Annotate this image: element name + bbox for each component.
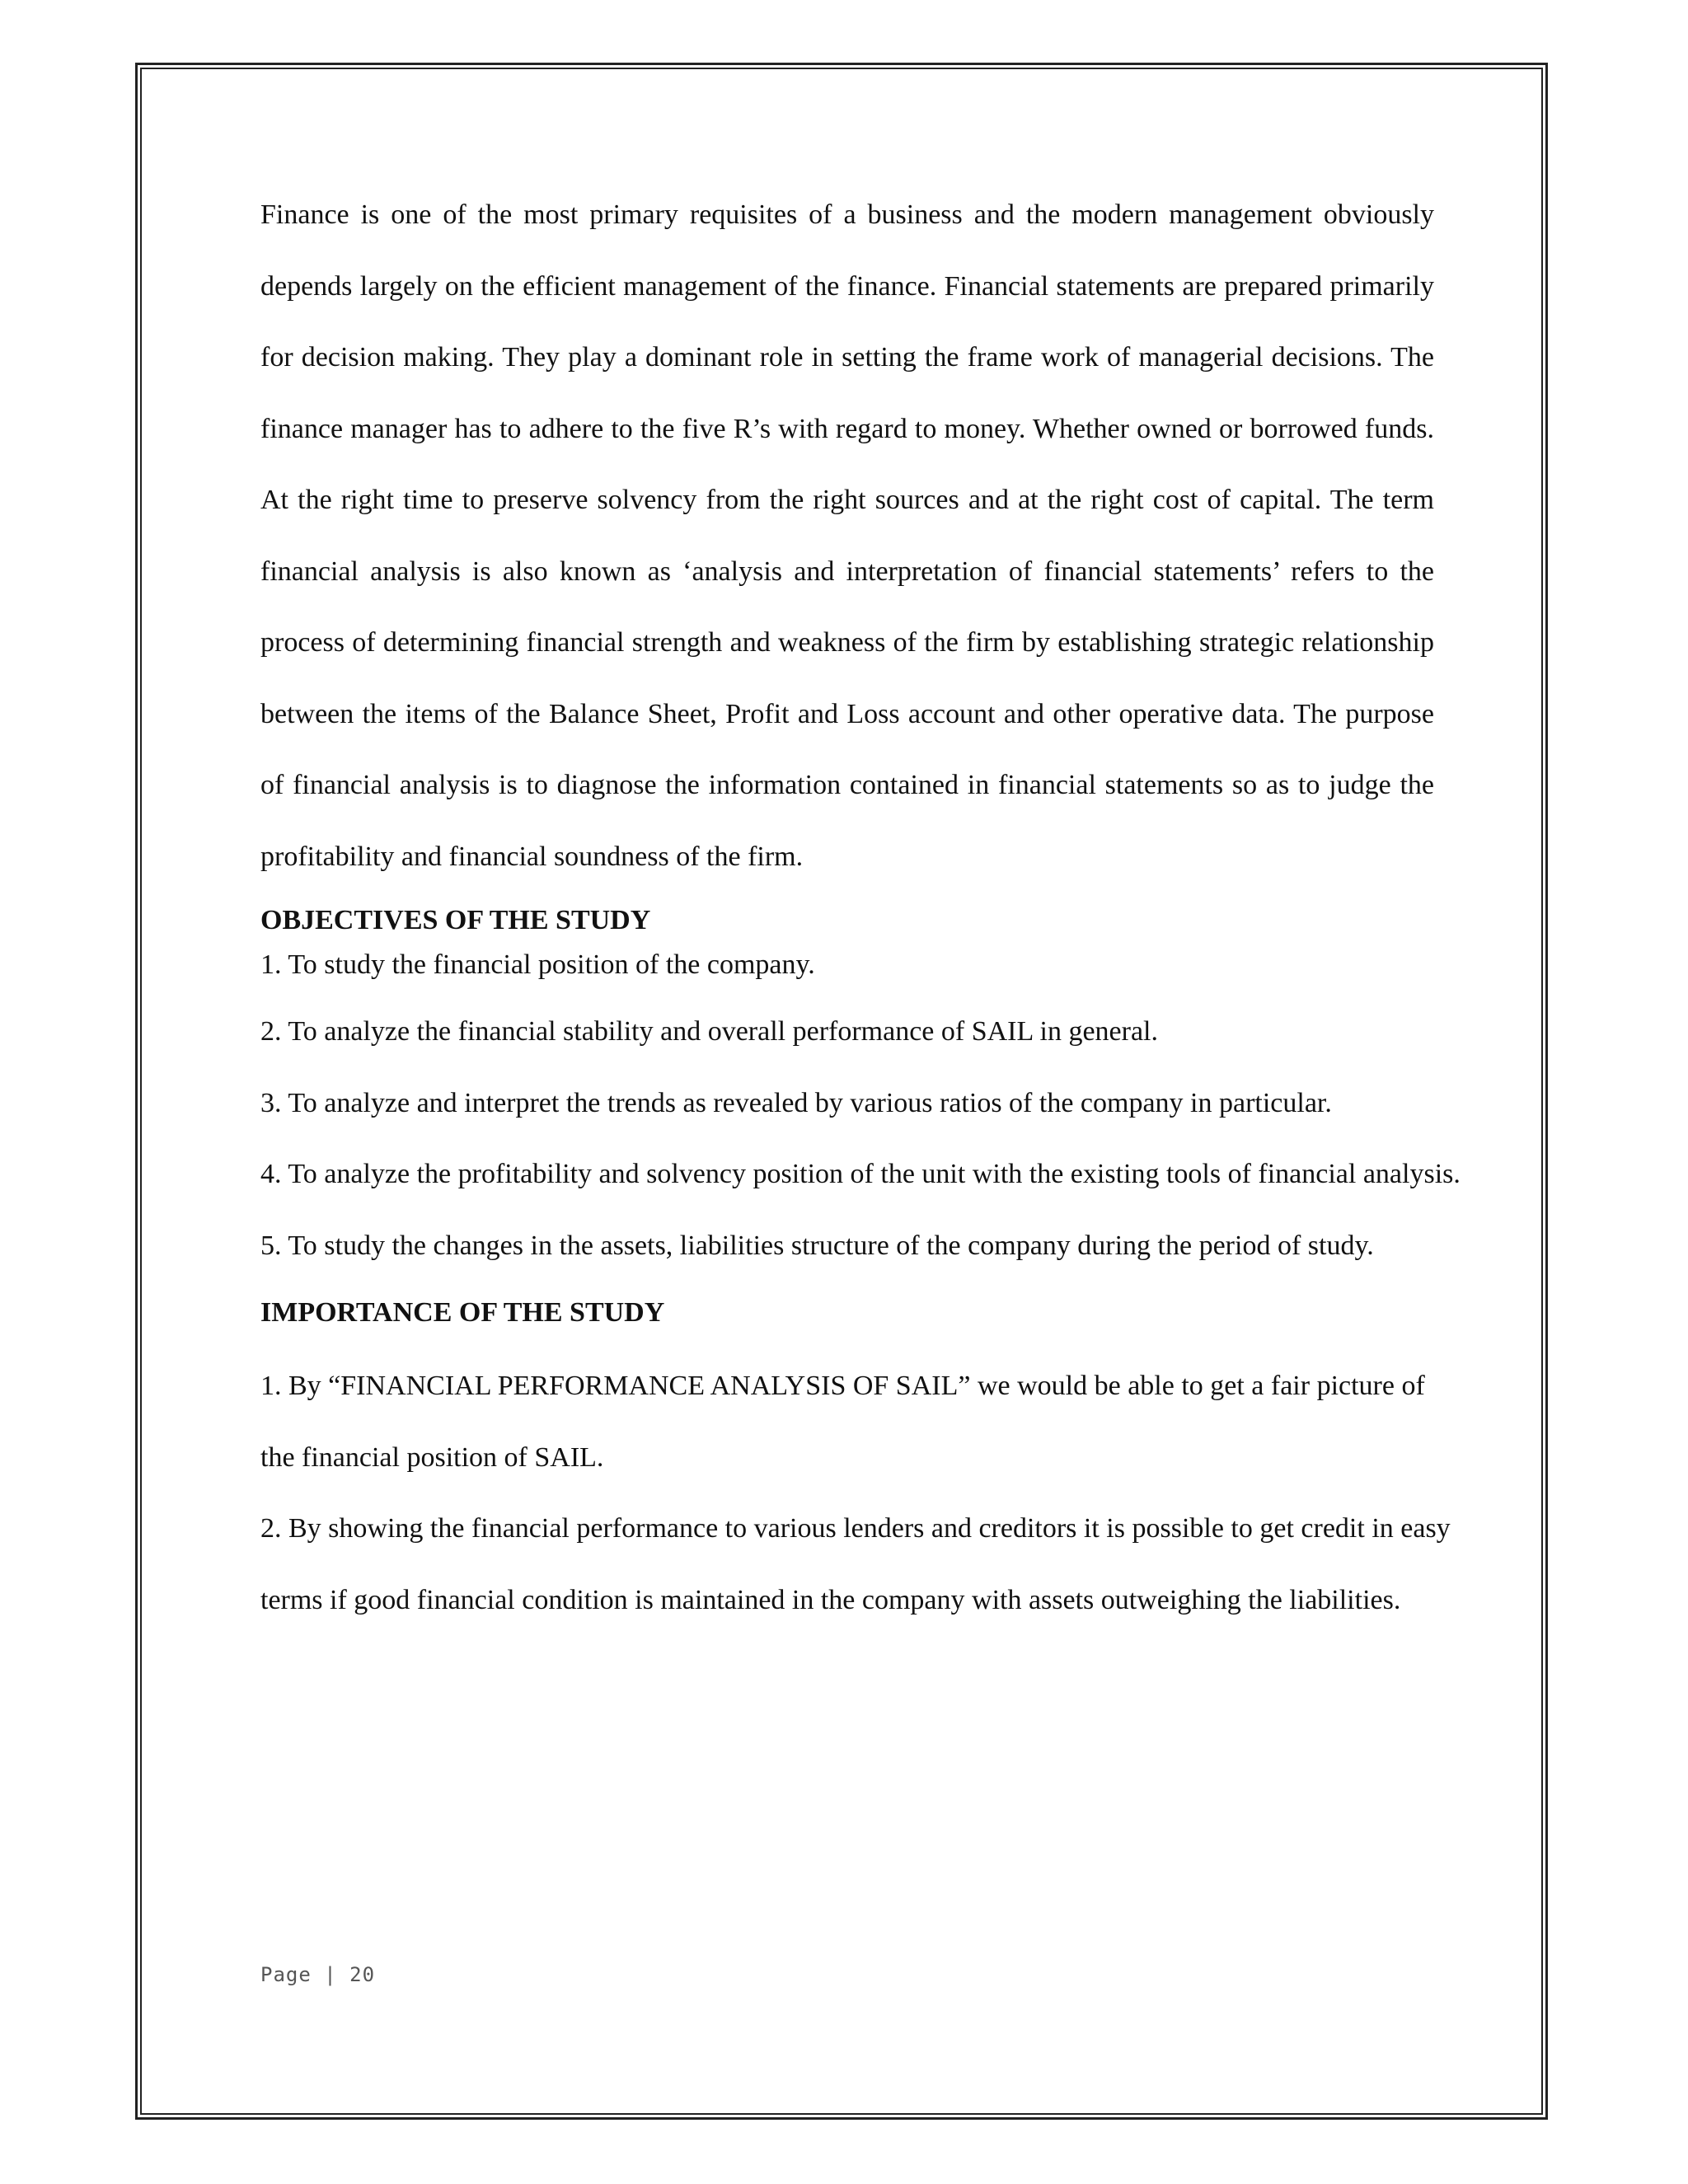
page-content [260, 180, 1497, 1636]
objective-item-3: 3. To analyze and interpret the trends as revealed by various ratios of the company in particular. [260, 1087, 1332, 1118]
objective-item-4: 4. To analyze the profitability and solvency position of the unit with the existing tools of financial analysis. [260, 1159, 1461, 1189]
objectives-heading: OBJECTIVES OF THE STUDY [260, 905, 651, 935]
importance-item-1: 1. By “FINANCIAL PERFORMANCE ANALYSIS OF SAIL” we would be able to get a fair picture of the financial position of SAIL. [260, 1371, 1425, 1473]
objective-item-1: 1. To study the financial position of the company. [260, 949, 815, 980]
page-number-footer: Page | 20 [260, 1963, 376, 1986]
objective-item-2: 2. To analyze the financial stability and overall performance of SAIL in general. [260, 1016, 1158, 1047]
objective-item-5: 5. To study the changes in the assets, liabilities structure of the company during the period of study. [260, 1230, 1374, 1261]
importance-item-2: 2. By showing the financial performance to various lenders and creditors it is possible to get credit in easy terms if good financial condition is maintained in the company with assets outweighing the liabilities. [260, 1513, 1451, 1615]
importance-heading: IMPORTANCE OF THE STUDY [260, 1297, 665, 1328]
intro-paragraph: Finance is one of the most primary requisites of a business and the modern management obviously depends largely on the efficient management of the finance. Financial statements are prepared primarily for decision making. They play a dominant role in setting the frame work of managerial decisions. The finance manager has to adhere to the five R’s with regard to money. Whether owned or borrowed funds. At the right time to preserve solvency from the right sources and at the right cost of capital. The term financial analysis is also known as ‘analysis and interpretation of financial statements’ refers to the process of determining financial strength and weakness of the firm by establishing strategic relationship between the items of the Balance Sheet, Profit and Loss account and other operative data. The purpose of financial analysis is to diagnose the information contained in financial statements so as to judge the profitability and financial soundness of the firm. [260, 199, 1434, 872]
